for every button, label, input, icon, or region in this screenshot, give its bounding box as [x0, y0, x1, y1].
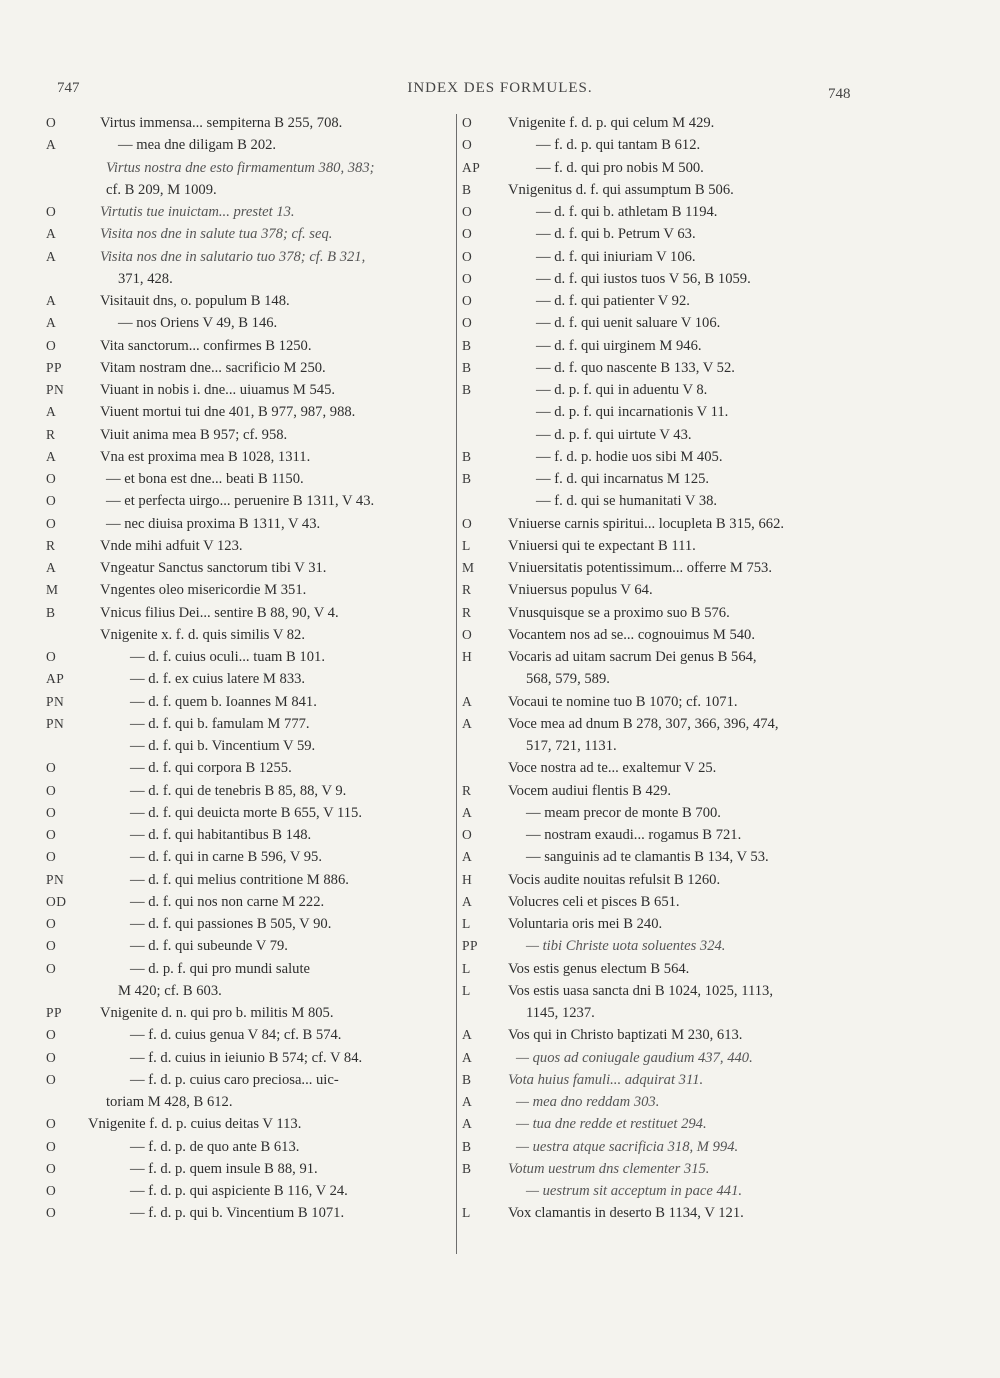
- index-entry: [46, 1069, 448, 1091]
- entry-text: — d. f. qui melius contritione M 886.: [130, 871, 349, 888]
- index-entry: [462, 935, 862, 957]
- entry-code: B: [462, 359, 472, 375]
- index-entry: [46, 112, 448, 134]
- page-number-right: 748: [828, 86, 851, 102]
- entry-code: O: [462, 270, 473, 286]
- entry-code: B: [462, 1071, 472, 1087]
- entry-code: O: [46, 337, 57, 353]
- index-entry: [46, 869, 448, 891]
- entry-text: — f. d. p. qui aspiciente B 116, V 24.: [130, 1183, 348, 1199]
- index-entry: [46, 1002, 448, 1024]
- entry-code: O: [46, 1071, 57, 1087]
- entry-text: — d. f. qui habitantibus B 148.: [130, 827, 312, 843]
- entry-text: Votum uestrum dns clementer 315.: [508, 1160, 710, 1177]
- entry-text: — d. f. quem b. Ioannes M 841.: [130, 693, 317, 710]
- index-entry: [46, 1024, 448, 1046]
- index-entry: [462, 958, 862, 980]
- index-entry: [462, 757, 862, 779]
- entry-text: — et perfecta uirgo... peruenire B 1311, V 43.: [106, 493, 375, 510]
- entry-code: A: [46, 448, 57, 464]
- entry-text: — d. f. qui b. Vincentium V 59.: [130, 738, 316, 754]
- entry-code: AP: [462, 159, 481, 175]
- entry-text: Vna est proxima mea B 1028, 1311.: [100, 448, 311, 465]
- entry-text: — mea dno reddam 303.: [516, 1094, 660, 1110]
- entry-code: PP: [46, 1005, 63, 1020]
- entry-text: — d. p. f. qui uirtute V 43.: [536, 426, 692, 443]
- entry-code: L: [462, 982, 471, 998]
- entry-code: R: [46, 426, 56, 442]
- entry-code: PN: [46, 382, 65, 397]
- entry-text: Vniuersi qui te expectant B 111.: [508, 537, 696, 554]
- entry-text: — d. p. f. qui pro mundi salute: [130, 960, 310, 977]
- entry-code: A: [462, 804, 473, 820]
- entry-text: — d. f. ex cuius latere M 833.: [130, 671, 306, 688]
- entry-code: O: [46, 493, 57, 509]
- entry-text: Voce nostra ad te... exaltemur V 25.: [508, 760, 717, 777]
- entry-code: OD: [46, 893, 67, 909]
- entry-text: 568, 579, 589.: [526, 671, 610, 688]
- index-entry: [46, 157, 448, 179]
- entry-text: Vocaui te nomine tuo B 1070; cf. 1071.: [508, 693, 738, 710]
- entry-text: — f. d. p. qui b. Vincentium B 1071.: [130, 1205, 345, 1222]
- index-entry: [462, 1136, 862, 1158]
- entry-text: 517, 721, 1131.: [526, 738, 617, 754]
- index-entry: [46, 468, 448, 490]
- index-entry: [46, 958, 448, 980]
- entry-text: — d. f. qui b. athletam B 1194.: [536, 204, 718, 220]
- page-title: INDEX DES FORMULES.: [407, 80, 593, 96]
- entry-code: B: [46, 604, 56, 620]
- entry-text: — sanguinis ad te clamantis B 134, V 53.: [526, 849, 769, 866]
- index-entry: [462, 312, 862, 334]
- entry-code: O: [462, 827, 473, 842]
- entry-text: Visitauit dns, o. populum B 148.: [100, 293, 290, 309]
- entry-text: — d. f. qui subeunde V 79.: [130, 938, 288, 955]
- index-entry: [462, 401, 862, 423]
- entry-code: B: [462, 1160, 472, 1176]
- index-entry: [462, 579, 862, 601]
- entry-text: Vniuersus populus V 64.: [508, 582, 653, 599]
- index-entry: [462, 268, 862, 290]
- entry-text: toriam M 428, B 612.: [106, 1094, 233, 1110]
- entry-text: Virtus immensa... sempiterna B 255, 708.: [100, 115, 343, 131]
- index-entry: [46, 535, 448, 557]
- entry-text: — uestrum sit acceptum in pace 441.: [526, 1183, 743, 1199]
- index-entry: [46, 335, 448, 357]
- entry-text: Virtutis tue inuictam... prestet 13.: [100, 204, 295, 220]
- entry-code: O: [46, 115, 57, 130]
- entry-code: PN: [46, 715, 65, 731]
- index-entry: [462, 557, 862, 579]
- entry-text: Vocis audite nouitas refulsit B 1260.: [508, 871, 721, 888]
- entry-code: R: [46, 537, 56, 553]
- entry-code: PP: [46, 359, 63, 375]
- index-entry: [462, 802, 862, 824]
- entry-text: — f. d. cuius genua V 84; cf. B 574.: [130, 1027, 342, 1044]
- index-entry: [46, 513, 448, 535]
- entry-text: — nostram exaudi... rogamus B 721.: [526, 827, 742, 843]
- entry-text: Vnicus filius Dei... sentire B 88, 90, V 4.: [100, 604, 339, 621]
- entry-text: — mea dne diligam B 202.: [118, 137, 277, 154]
- entry-code: A: [46, 315, 57, 331]
- index-entry: [462, 1091, 862, 1113]
- index-entry: [462, 290, 862, 312]
- index-entry: [462, 1002, 862, 1024]
- entry-code: A: [462, 693, 473, 709]
- entry-text: — d. f. qui corpora B 1255.: [130, 760, 292, 777]
- entry-text: Vos estis genus electum B 564.: [508, 960, 690, 977]
- entry-code: O: [462, 315, 473, 331]
- index-entry: [462, 713, 862, 735]
- entry-text: Vnusquisque se a proximo suo B 576.: [508, 604, 730, 621]
- entry-text: — f. d. p. hodie uos sibi M 405.: [536, 448, 723, 465]
- entry-text: Vnde mihi adfuit V 123.: [100, 537, 243, 554]
- entry-code: A: [46, 248, 57, 264]
- entry-text: — uestra atque sacrificia 318, M 994.: [516, 1138, 739, 1155]
- entry-text: — nec diuisa proxima B 1311, V 43.: [106, 515, 321, 532]
- entry-text: Vota huius famuli... adquirat 311.: [508, 1071, 704, 1088]
- entry-code: O: [46, 1138, 57, 1154]
- index-entry: [46, 290, 448, 312]
- entry-code: B: [462, 471, 472, 486]
- index-entry: [46, 846, 448, 868]
- entry-text: Vniuersitatis potentissimum... offerre M 753.: [508, 560, 773, 576]
- index-entry: [462, 223, 862, 245]
- entry-text: Vnigenite x. f. d. quis similis V 82.: [100, 626, 305, 643]
- entry-code: L: [462, 960, 471, 976]
- entry-text: Vocaris ad uitam sacrum Dei genus B 564,: [508, 649, 757, 665]
- entry-text: — f. d. p. quem insule B 88, 91.: [130, 1160, 318, 1177]
- entry-text: Vnigenite f. d. p. qui celum M 429.: [508, 115, 715, 131]
- index-entry: [46, 579, 448, 601]
- entry-text: Vocantem nos ad se... cognouimus M 540.: [508, 626, 755, 643]
- entry-text: — f. d. qui se humanitati V 38.: [536, 493, 718, 510]
- entry-text: — d. f. quo nascente B 133, V 52.: [536, 359, 735, 376]
- entry-code: A: [462, 893, 473, 909]
- entry-code: R: [462, 582, 472, 598]
- entry-code: AP: [46, 671, 65, 687]
- entry-code: O: [46, 782, 57, 798]
- index-entry: [462, 179, 862, 201]
- index-entry: [462, 668, 862, 690]
- entry-text: — d. f. qui iniuriam V 106.: [536, 248, 696, 265]
- index-entry: [46, 824, 448, 846]
- index-entry: [46, 980, 448, 1002]
- entry-text: Viuant in nobis i. dne... uiuamus M 545.: [100, 382, 336, 398]
- index-entry: [462, 1113, 862, 1135]
- entry-code: L: [462, 1205, 471, 1221]
- index-entry: [46, 424, 448, 446]
- entry-text: — f. d. qui incarnatus M 125.: [536, 471, 710, 487]
- entry-text: — d. f. qui in carne B 596, V 95.: [130, 849, 322, 866]
- entry-text: Vngeatur Sanctus sanctorum tibi V 31.: [100, 560, 327, 576]
- entry-code: O: [46, 916, 57, 931]
- index-entry: [46, 1047, 448, 1069]
- column-divider: [456, 114, 457, 1254]
- entry-text: Virtus nostra dne esto firmamentum 380, 383;: [106, 159, 375, 176]
- index-entry: [46, 134, 448, 156]
- index-entry: [462, 513, 862, 535]
- entry-text: — f. d. p. cuius caro preciosa... uic-: [130, 1071, 339, 1088]
- entry-text: Vitam nostram dne... sacrificio M 250.: [100, 359, 326, 376]
- index-entry: [46, 1158, 448, 1180]
- entry-text: — d. p. f. qui in aduentu V 8.: [536, 382, 708, 398]
- index-entry: [46, 179, 448, 201]
- entry-text: M 420; cf. B 603.: [118, 982, 222, 999]
- entry-text: Vos qui in Christo baptizati M 230, 613.: [508, 1027, 743, 1044]
- entry-code: O: [46, 1205, 57, 1221]
- entry-code: O: [46, 760, 57, 776]
- entry-code: O: [46, 649, 57, 664]
- index-entry: [46, 735, 448, 757]
- entry-text: Vnigenite f. d. p. cuius deitas V 113.: [88, 1116, 302, 1133]
- entry-code: A: [462, 1094, 473, 1109]
- entry-code: A: [462, 1116, 473, 1132]
- page-number-left: 747: [57, 80, 80, 96]
- index-entry: [462, 646, 862, 668]
- entry-code: B: [462, 181, 472, 197]
- entry-code: B: [462, 382, 472, 397]
- entry-text: — d. f. qui b. famulam M 777.: [130, 715, 310, 732]
- entry-code: B: [462, 337, 472, 353]
- entry-code: L: [462, 537, 471, 553]
- entry-code: A: [46, 560, 57, 575]
- entry-code: R: [462, 604, 472, 620]
- entry-text: — d. f. qui b. Petrum V 63.: [536, 226, 696, 243]
- entry-text: — d. f. qui iustos tuos V 56, B 1059.: [536, 270, 751, 287]
- index-entry: [462, 535, 862, 557]
- entry-code: O: [462, 137, 473, 153]
- entry-code: O: [46, 938, 57, 954]
- entry-code: PN: [46, 693, 65, 709]
- index-entry: [462, 1180, 862, 1202]
- entry-text: — f. d. p. qui tantam B 612.: [536, 137, 701, 154]
- index-entry: [46, 401, 448, 423]
- entry-text: Voce mea ad dnum B 278, 307, 366, 396, 474,: [508, 715, 779, 732]
- entry-text: Viuent mortui tui dne 401, B 977, 987, 988.: [100, 404, 356, 421]
- index-entry: [462, 891, 862, 913]
- index-entry: [46, 668, 448, 690]
- entry-code: O: [46, 827, 57, 842]
- index-entry: [462, 869, 862, 891]
- entry-code: A: [462, 1049, 473, 1065]
- entry-text: — quos ad coniugale gaudium 437, 440.: [516, 1049, 753, 1066]
- index-entry: [46, 446, 448, 468]
- entry-code: PP: [462, 938, 479, 954]
- index-entry: [46, 935, 448, 957]
- index-entry: [462, 602, 862, 624]
- index-entry: [462, 379, 862, 401]
- left-column: [46, 112, 448, 1225]
- entry-code: M: [46, 582, 59, 598]
- entry-text: — d. f. cuius oculi... tuam B 101.: [130, 649, 325, 665]
- index-entry: [462, 1069, 862, 1091]
- index-entry: [46, 757, 448, 779]
- entry-text: Vox clamantis in deserto B 1134, V 121.: [508, 1205, 744, 1222]
- index-entry: [46, 891, 448, 913]
- entry-code: O: [462, 115, 473, 130]
- entry-text: — tua dne redde et restituet 294.: [516, 1116, 707, 1133]
- index-entry: [46, 379, 448, 401]
- entry-text: — d. f. qui uirginem M 946.: [536, 337, 702, 354]
- index-entry: [462, 335, 862, 357]
- entry-text: 371, 428.: [118, 270, 173, 287]
- entry-code: H: [462, 649, 473, 664]
- entry-text: Visita nos dne in salutario tuo 378; cf. B 321,: [100, 248, 366, 265]
- index-entry: [46, 1180, 448, 1202]
- entry-code: O: [46, 1027, 57, 1043]
- index-entry: [46, 1202, 448, 1224]
- entry-text: — d. f. qui deuicta morte B 655, V 115.: [130, 804, 362, 821]
- index-entry: [46, 223, 448, 245]
- index-entry: [46, 802, 448, 824]
- entry-code: O: [462, 515, 473, 531]
- entry-code: O: [462, 626, 473, 642]
- index-entry: [46, 357, 448, 379]
- index-entry: [462, 780, 862, 802]
- index-entry: [462, 846, 862, 868]
- index-entry: [462, 246, 862, 268]
- entry-code: A: [46, 226, 57, 242]
- entry-text: Vnigenite d. n. qui pro b. militis M 805.: [100, 1005, 334, 1021]
- entry-text: — f. d. p. de quo ante B 613.: [130, 1138, 300, 1155]
- index-entry: [46, 713, 448, 735]
- index-entry: [46, 1136, 448, 1158]
- entry-code: O: [46, 204, 57, 219]
- index-entry: [462, 1158, 862, 1180]
- index-entry: [462, 446, 862, 468]
- index-entry: [462, 1024, 862, 1046]
- entry-text: Vocem audiui flentis B 429.: [508, 782, 672, 799]
- entry-text: — d. f. qui passiones B 505, V 90.: [130, 916, 332, 932]
- index-entry: [46, 268, 448, 290]
- index-entry: [462, 490, 862, 512]
- entry-code: O: [462, 204, 473, 219]
- entry-text: — d. f. qui nos non carne M 222.: [130, 893, 325, 910]
- entry-code: O: [46, 849, 57, 865]
- entry-text: Vngentes oleo misericordie M 351.: [100, 582, 307, 599]
- entry-text: 1145, 1237.: [526, 1005, 595, 1021]
- entry-code: O: [46, 515, 57, 531]
- entry-text: Vniuerse carnis spiritui... locupleta B 315, 662.: [508, 515, 785, 532]
- entry-code: O: [462, 293, 473, 308]
- index-entry: [46, 490, 448, 512]
- entry-text: — f. d. cuius in ieiunio B 574; cf. V 84.: [130, 1049, 363, 1066]
- entry-text: — nos Oriens V 49, B 146.: [118, 315, 278, 332]
- entry-text: — d. p. f. qui incarnationis V 11.: [536, 404, 729, 421]
- entry-text: Volucres celi et pisces B 651.: [508, 893, 680, 910]
- index-entry: [462, 201, 862, 223]
- index-entry: [46, 246, 448, 268]
- index-entry: [46, 646, 448, 668]
- entry-code: A: [46, 404, 57, 420]
- entry-code: B: [462, 448, 472, 464]
- entry-code: O: [46, 960, 57, 976]
- entry-text: — meam precor de monte B 700.: [526, 804, 721, 821]
- entry-code: A: [46, 293, 57, 308]
- index-entry: [462, 157, 862, 179]
- entry-code: H: [462, 871, 473, 887]
- index-entry: [46, 1113, 448, 1135]
- entry-code: B: [462, 1138, 472, 1154]
- entry-code: O: [46, 1116, 57, 1132]
- index-entry: [462, 112, 862, 134]
- index-entry: [462, 424, 862, 446]
- index-entry: [46, 557, 448, 579]
- entry-code: A: [462, 715, 473, 731]
- index-entry: [462, 134, 862, 156]
- entry-text: — d. f. qui patienter V 92.: [536, 293, 690, 309]
- index-entry: [46, 1091, 448, 1113]
- index-entry: [46, 691, 448, 713]
- entry-text: Viuit anima mea B 957; cf. 958.: [100, 426, 288, 443]
- index-entry: [462, 980, 862, 1002]
- entry-text: — f. d. qui pro nobis M 500.: [536, 159, 704, 176]
- entry-code: A: [462, 1027, 473, 1043]
- entry-text: cf. B 209, M 1009.: [106, 181, 217, 198]
- index-entry: [462, 624, 862, 646]
- index-entry: [46, 624, 448, 646]
- entry-code: O: [462, 226, 473, 242]
- entry-text: Visita nos dne in salute tua 378; cf. seq.: [100, 226, 333, 243]
- index-entry: [462, 913, 862, 935]
- index-entry: [46, 201, 448, 223]
- entry-code: L: [462, 916, 471, 931]
- entry-code: O: [462, 248, 473, 264]
- entry-text: — tibi Christe uota soluentes 324.: [526, 938, 726, 955]
- index-entry: [462, 735, 862, 757]
- index-entry: [46, 602, 448, 624]
- entry-code: A: [46, 137, 57, 153]
- entry-code: O: [46, 1049, 57, 1065]
- entry-text: Vita sanctorum... confirmes B 1250.: [100, 337, 312, 354]
- entry-code: R: [462, 782, 472, 798]
- entry-text: — d. f. qui uenit saluare V 106.: [536, 315, 721, 332]
- entry-code: O: [46, 804, 57, 820]
- entry-code: A: [462, 849, 473, 865]
- entry-code: O: [46, 1160, 57, 1176]
- index-entry: [462, 824, 862, 846]
- index-entry: [462, 357, 862, 379]
- entry-text: — et bona est dne... beati B 1150.: [106, 471, 304, 487]
- index-entry: [462, 1047, 862, 1069]
- index-entry: [46, 913, 448, 935]
- entry-text: — d. f. qui de tenebris B 85, 88, V 9.: [130, 782, 347, 799]
- index-entry: [46, 780, 448, 802]
- entry-text: Vnigenitus d. f. qui assumptum B 506.: [508, 181, 734, 198]
- index-entry: [462, 1202, 862, 1224]
- index-entry: [462, 468, 862, 490]
- index-entry: [46, 312, 448, 334]
- index-entry: [462, 691, 862, 713]
- entry-code: PN: [46, 871, 65, 887]
- entry-code: O: [46, 471, 57, 486]
- entry-code: M: [462, 560, 475, 575]
- entry-text: Voluntaria oris mei B 240.: [508, 916, 663, 932]
- entry-code: O: [46, 1183, 57, 1198]
- entry-text: Vos estis uasa sancta dni B 1024, 1025, 1113,: [508, 982, 773, 999]
- right-column: [462, 112, 862, 1225]
